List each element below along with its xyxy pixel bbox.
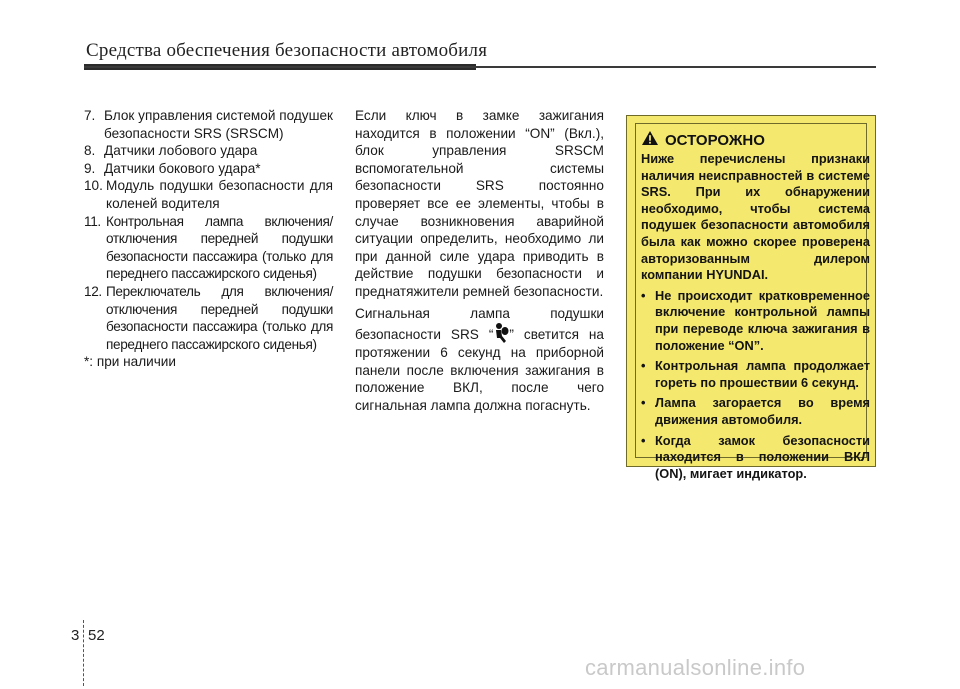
warning-bullet: • Лампа загорается во время движения автомобиля. xyxy=(641,395,870,428)
list-item xyxy=(84,213,333,283)
warning-bullet: • Контрольная лампа продолжает гореть по прошествии 6 секунд. xyxy=(641,358,870,391)
body-text xyxy=(355,107,604,419)
list-item-text: Датчики лобового удара xyxy=(104,143,258,159)
section-title: Средства обеспечения безопасности автомобиля xyxy=(86,40,488,61)
footnote: *: при наличии xyxy=(84,354,176,370)
list-item xyxy=(84,177,333,212)
warning-triangle-icon xyxy=(641,130,659,150)
warning-box xyxy=(626,115,876,481)
warning-body xyxy=(641,151,870,486)
list-item-number: 11. xyxy=(84,213,101,229)
list-item-text: Контрольная лампа включения/отключения передней подушки безопасности пассажира (только для переднего пассажирского сиденья) xyxy=(106,213,333,282)
list-item-number: 8. xyxy=(84,143,96,159)
warning-bullet: • Не происходит кратковременное включение контрольной лампы при переводе ключа зажигания в положение “ON”. xyxy=(641,288,870,354)
list-item-number: 9. xyxy=(84,160,96,176)
footer-divider xyxy=(83,620,85,686)
component-list xyxy=(84,107,333,371)
list-item-text: Модуль подушки безопасности для коленей водителя xyxy=(106,178,333,211)
warning-bullet: • Когда замок безопасности находится в положении ВКЛ (ON), мигает индикатор. xyxy=(641,433,870,483)
list-item-text: Блок управления системой подушек безопасности SRS (SRSCM) xyxy=(104,108,333,141)
chapter-number: 3 xyxy=(71,627,80,644)
list-item xyxy=(84,283,333,353)
paragraph-text: ” светится на протяжении 6 секунд на приборной панели после включения зажигания в положение ВКЛ, после чего сигнальная лампа должна погаснуть. xyxy=(355,327,604,413)
warning-heading xyxy=(641,130,765,150)
page-number: 52 xyxy=(88,627,105,644)
paragraph-text: Сигнальная лампа подушки безопасности SRS “ xyxy=(355,305,604,343)
list-item-number: 7. xyxy=(84,108,96,123)
list-item-text: Датчики бокового удара* xyxy=(104,160,261,176)
warning-title: ОСТОРОЖНО xyxy=(665,131,765,149)
paragraph: Если ключ в замке зажигания находится в положении “ON” (Вкл.), блок управления SRSCM вспомогательной системы безопасности SRS постоянно проверяет все ее элементы, чтобы в случае возникновения аварийной ситуации определить, необходимо ли при данной силе удара приводить в действие подушки безопасности и преднатяжители ремней безопасности. xyxy=(355,108,604,299)
header-rule xyxy=(84,66,876,68)
airbag-warning-icon xyxy=(493,322,509,344)
list-item xyxy=(84,142,333,160)
warning-intro: Ниже перечислены признаки наличия неисправностей в системе SRS. При их обнаружении необходимо, чтобы система подушек безопасности автомобиля была как можно скорее проверена авторизованным дилером компании HYUNDAI. xyxy=(641,151,870,283)
watermark: carmanualsonline.info xyxy=(585,655,806,680)
list-item-number: 12. xyxy=(84,283,102,299)
list-item-text: Переключатель для включения/отключения передней подушки безопасности пассажира (только для переднего пассажирского сиденья) xyxy=(106,283,333,352)
paragraph xyxy=(355,305,604,415)
list-item-number: 10. xyxy=(84,178,103,194)
list-item xyxy=(84,160,333,178)
list-item xyxy=(84,107,333,142)
